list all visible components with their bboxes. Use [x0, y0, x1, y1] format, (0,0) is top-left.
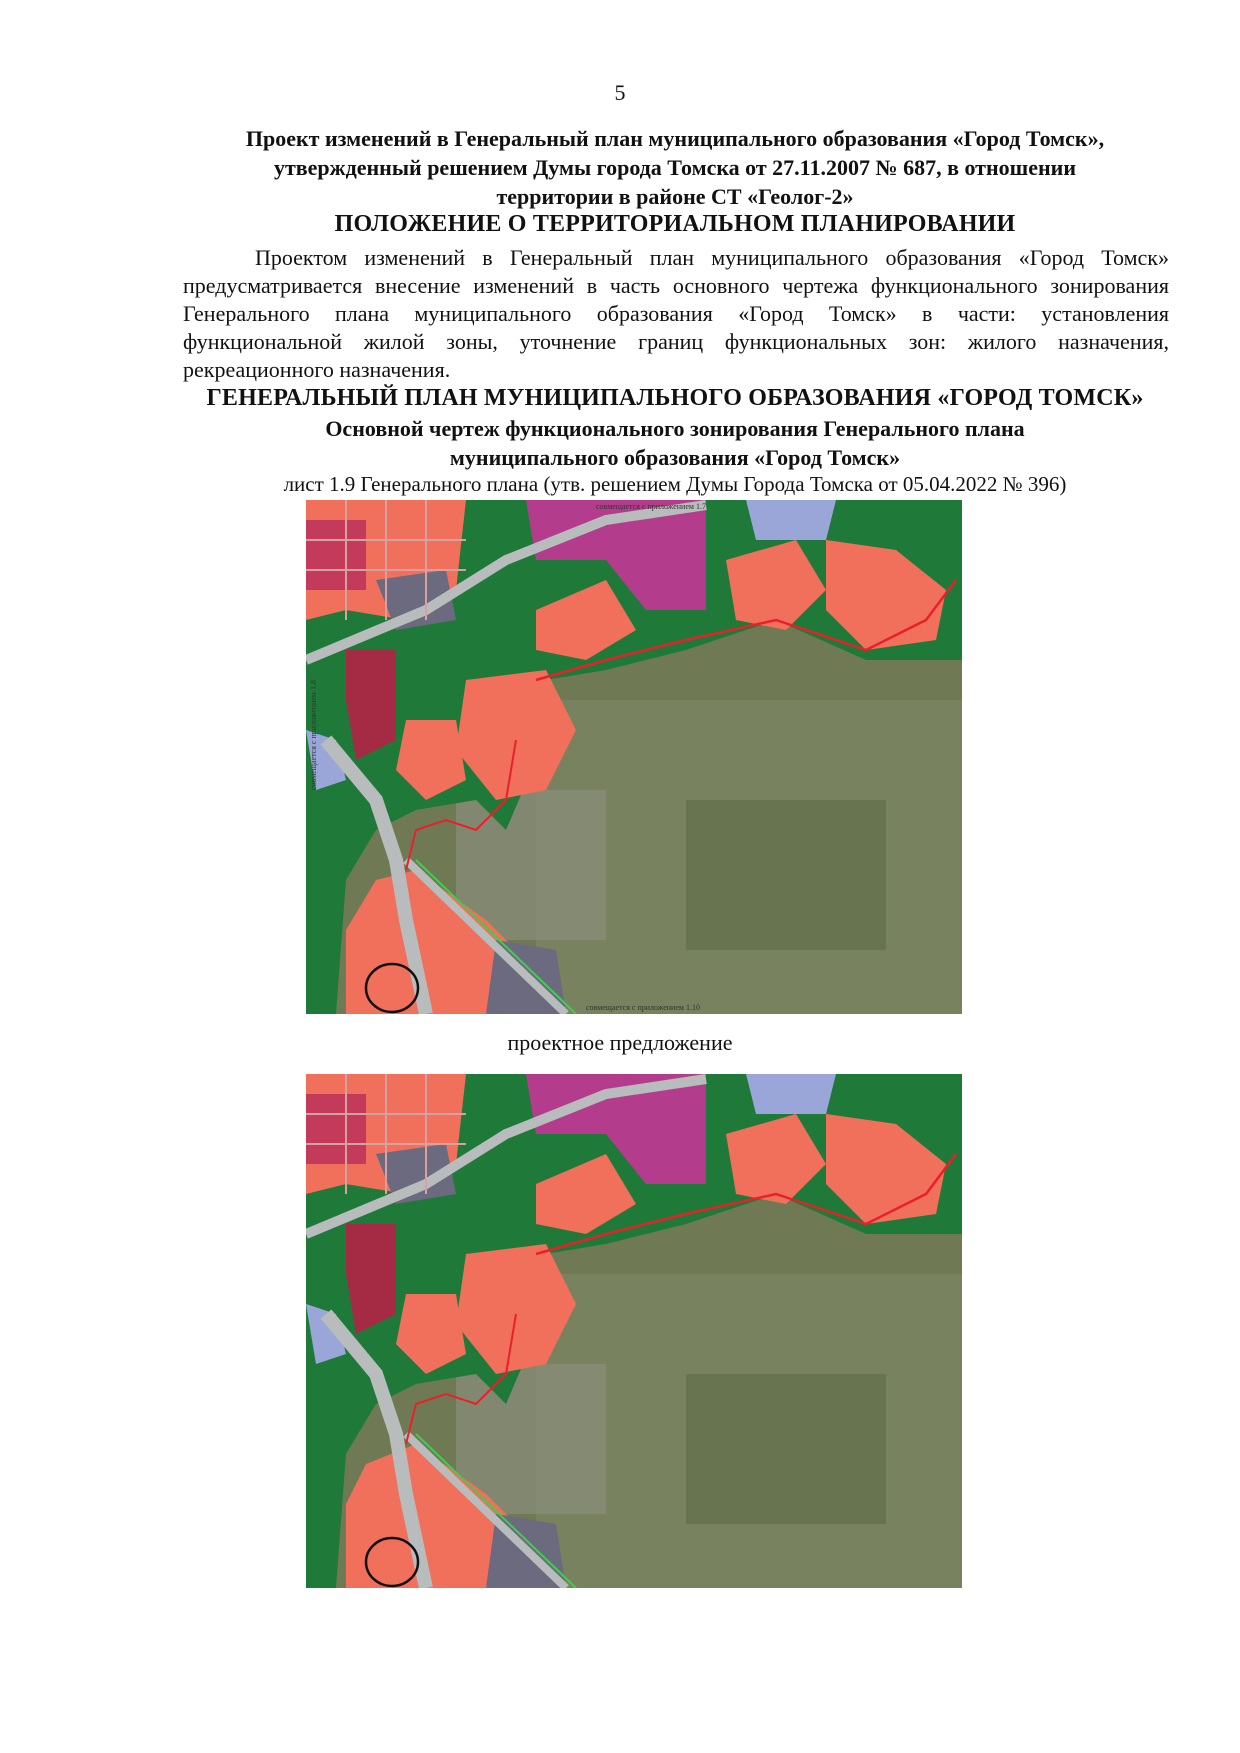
zoning-map-proposal — [306, 1074, 962, 1588]
plan-subtitle-2: муниципального образования «Город Томск» — [449, 445, 901, 470]
map-label-top: совмещается с приложением 1.7 — [596, 502, 706, 511]
proposal-caption: проектное предложение — [507, 1030, 733, 1055]
section-title: ПОЛОЖЕНИЕ О ТЕРРИТОРИАЛЬНОМ ПЛАНИРОВАНИИ — [334, 211, 1016, 237]
map-label-bottom: совмещается с приложением 1.10 — [586, 1003, 700, 1012]
sheet-reference: лист 1.9 Генерального плана (утв. решением Думы Города Томска от 05.04.2022 № 396) — [283, 472, 1067, 496]
page-number: 5 — [614, 80, 626, 105]
heading-line-1: Проект изменений в Генеральный план муниципального образования «Город Томск», — [245, 126, 1105, 151]
zoning-map-existing — [306, 500, 962, 1014]
heading-line-2: утвержденный решением Думы города Томска от 27.11.2007 № 687, в отношении — [273, 155, 1077, 180]
plan-title: ГЕНЕРАЛЬНЫЙ ПЛАН МУНИЦИПАЛЬНОГО ОБРАЗОВАНИЯ «ГОРОД ТОМСК» — [206, 385, 1144, 411]
heading-line-3: территории в районе СТ «Геолог-2» — [496, 184, 854, 209]
map-label-left: совмещается с приложением 1.8 — [309, 680, 318, 790]
map-existing — [306, 500, 962, 1014]
body-paragraph: Проектом изменений в Генеральный план муниципального образования «Город Томск» предусматривается внесение изменений в часть основного чертежа функционального зонирования Генерального плана муниципального образования «Город Томск» в части: установления функциональной жилой зоны, уточнение границ функциональных зон: жилого назначения, рекреационного назначения. — [183, 245, 1169, 382]
map-proposal — [306, 1074, 962, 1588]
plan-subtitle-1: Основной чертеж функционального зонирования Генерального плана — [325, 416, 1025, 441]
